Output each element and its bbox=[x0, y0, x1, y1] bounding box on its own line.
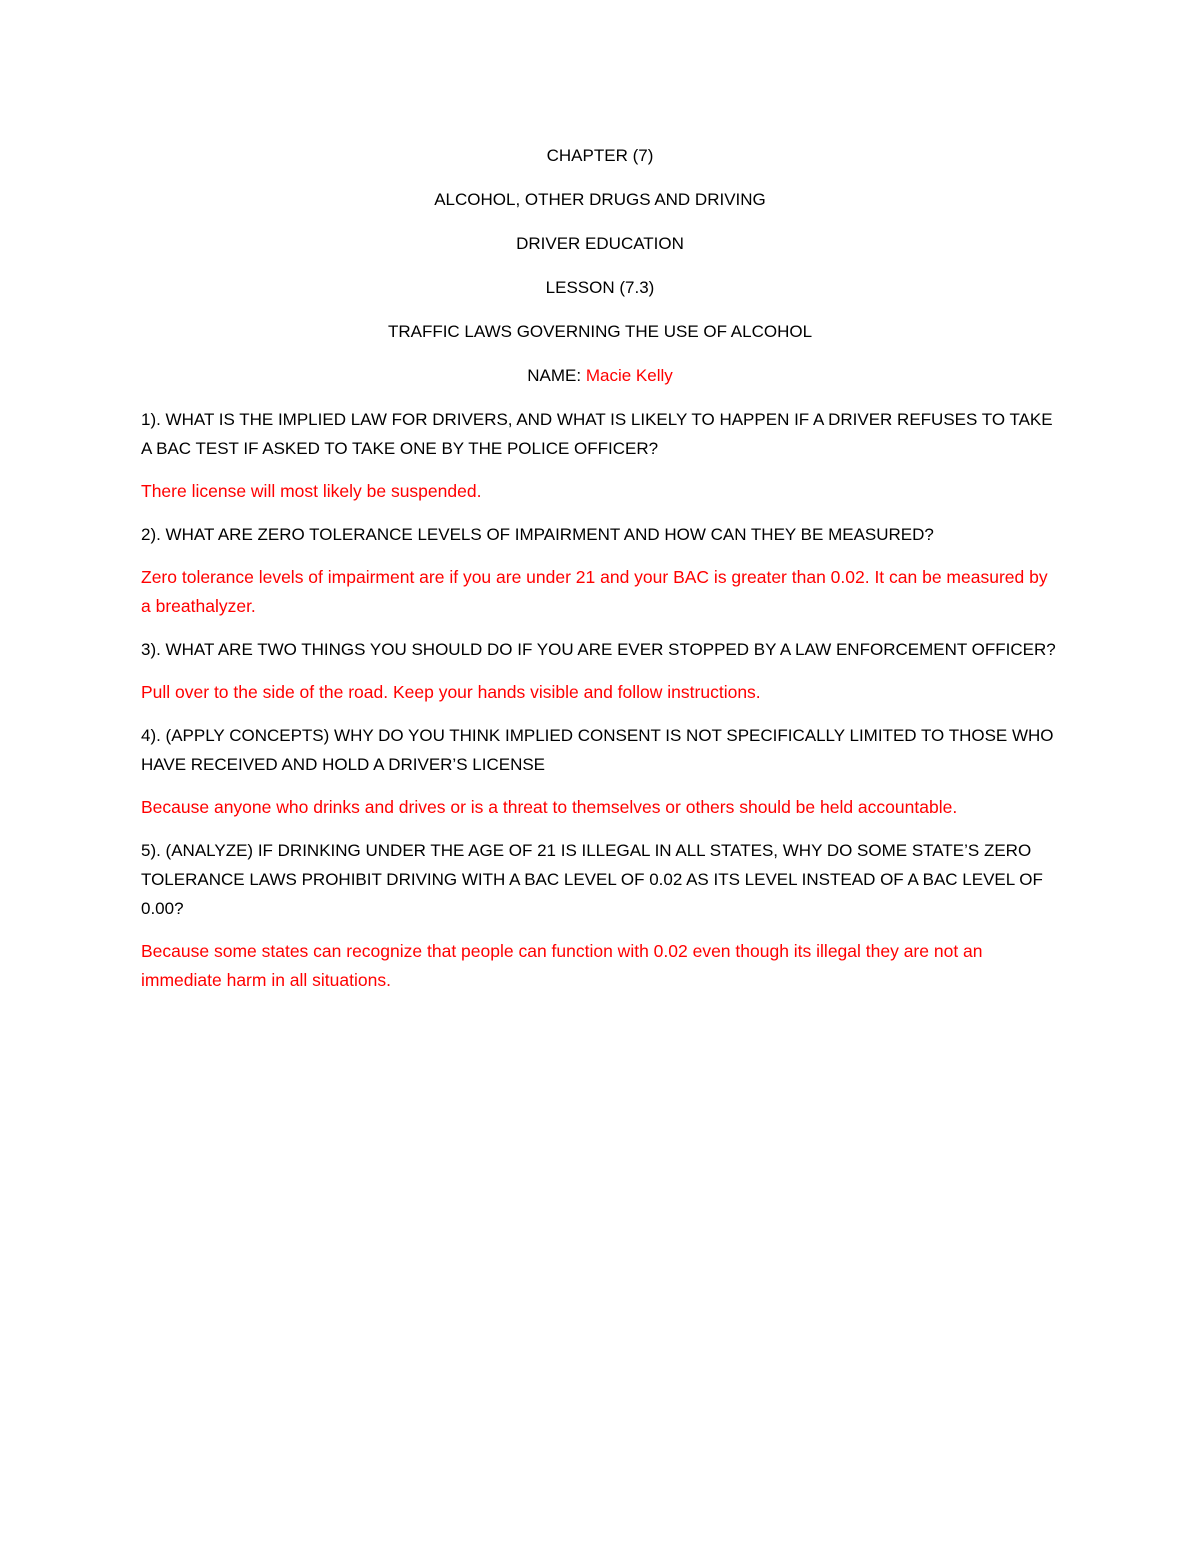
question-5: 5). (ANALYZE) IF DRINKING UNDER THE AGE OF 21 IS ILLEGAL IN ALL STATES, WHY DO SOME STATE’S ZERO TOLERANCE LAWS PROHIBIT DRIVING WITH A BAC LEVEL OF 0.02 AS ITS LEVEL INSTEAD OF A BAC LEVEL OF 0.00? bbox=[141, 841, 1043, 918]
course-title: DRIVER EDUCATION bbox=[516, 234, 684, 253]
name-label: NAME: bbox=[527, 366, 582, 385]
student-name: Macie Kelly bbox=[585, 366, 673, 385]
answer-5: Because some states can recognize that people can function with 0.02 even though its illegal they are not an immediate harm in all situations. bbox=[141, 941, 983, 990]
question-1: 1). WHAT IS THE IMPLIED LAW FOR DRIVERS, AND WHAT IS LIKELY TO HAPPEN IF A DRIVER REFUSES TO TAKE A BAC TEST IF ASKED TO TAKE ONE BY THE POLICE OFFICER? bbox=[141, 410, 1053, 458]
answer-1: There license will most likely be suspended. bbox=[141, 481, 482, 501]
question-4: 4). (APPLY CONCEPTS) WHY DO YOU THINK IMPLIED CONSENT IS NOT SPECIFICALLY LIMITED TO THOSE WHO HAVE RECEIVED AND HOLD A DRIVER’S LICENSE bbox=[141, 726, 1054, 774]
student-name-line bbox=[141, 361, 1059, 390]
question-2: 2). WHAT ARE ZERO TOLERANCE LEVELS OF IMPAIRMENT AND HOW CAN THEY BE MEASURED? bbox=[141, 525, 934, 544]
answer-3: Pull over to the side of the road. Keep your hands visible and follow instructions. bbox=[141, 682, 761, 702]
chapter-heading: CHAPTER (7) bbox=[546, 146, 654, 165]
question-3: 3). WHAT ARE TWO THINGS YOU SHOULD DO IF YOU ARE EVER STOPPED BY A LAW ENFORCEMENT OFFICER? bbox=[141, 640, 1056, 659]
answer-2: Zero tolerance levels of impairment are if you are under 21 and your BAC is greater than 0.02. It can be measured by a breathalyzer. bbox=[141, 567, 1048, 616]
chapter-subtitle: ALCOHOL, OTHER DRUGS AND DRIVING bbox=[434, 190, 766, 209]
lesson-number: LESSON (7.3) bbox=[545, 278, 655, 297]
lesson-topic: TRAFFIC LAWS GOVERNING THE USE OF ALCOHOL bbox=[387, 322, 813, 341]
document-body bbox=[141, 141, 1059, 1009]
answer-4: Because anyone who drinks and drives or is a threat to themselves or others should be held accountable. bbox=[141, 797, 958, 817]
